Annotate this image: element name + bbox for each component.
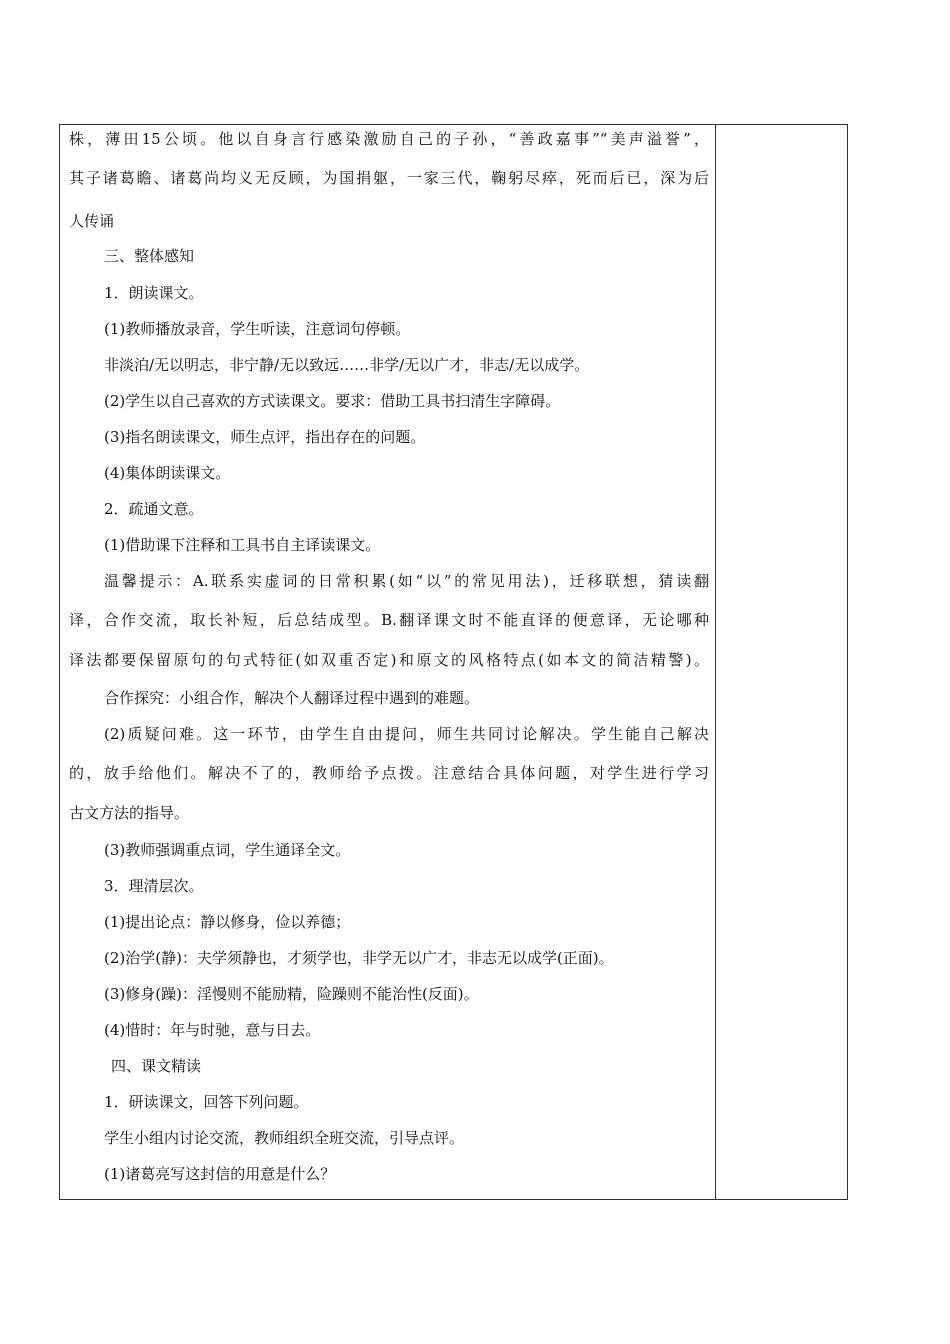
text-line: 古文方法的指导。 bbox=[69, 804, 190, 822]
text-line: 合作探究：小组合作，解决个人翻译过程中遇到的难题。 bbox=[104, 689, 480, 707]
text-line: 译，合作交流，取长补短，后总结成型。B.翻译课文时不能直译的便意译，无论哪种 bbox=[69, 611, 709, 629]
text-line: 温馨提示：A.联系实虚词的日常积累(如“以”的常见用法)，迁移联想，猜读翻 bbox=[104, 572, 709, 590]
text-line: (3)教师强调重点词，学生通译全文。 bbox=[104, 841, 351, 859]
text-line: (1)提出论点：静以修身，俭以养德； bbox=[104, 913, 351, 931]
text-line: 人传诵 bbox=[69, 212, 115, 230]
lesson-plan-table bbox=[59, 124, 848, 1200]
text-line: (1)借助课下注释和工具书自主译读课文。 bbox=[104, 536, 381, 554]
text-line: (4)惜时：年与时驰，意与日去。 bbox=[104, 1021, 321, 1039]
section-heading: 三、整体感知 bbox=[104, 247, 195, 265]
text-line: (2)治学(静)：夫学须静也，才须学也，非学无以广才，非志无以成学(正面)。 bbox=[104, 949, 614, 967]
text-line: 1．研读课文，回答下列问题。 bbox=[104, 1093, 309, 1111]
text-line: 译法都要保留原句的句式特征(如双重否定)和原文的风格特点(如本文的简洁精警)。 bbox=[69, 651, 709, 669]
text-line: 株，薄田15公顷。他以自身言行感染激励自己的子孙，“善政嘉事”“美声溢誉”， bbox=[69, 130, 709, 148]
text-line: (3)指名朗读课文，师生点评，指出存在的问题。 bbox=[104, 428, 426, 446]
text-line: (3)修身(躁)：淫慢则不能励精，险躁则不能治性(反面)。 bbox=[104, 985, 479, 1003]
notes-cell bbox=[716, 125, 848, 1199]
text-line: 的，放手给他们。解决不了的，教师给予点拨。注意结合具体问题，对学生进行学习 bbox=[69, 764, 709, 782]
text-line: 学生小组内讨论交流，教师组织全班交流，引导点评。 bbox=[104, 1129, 465, 1147]
text-line: 其子诸葛瞻、诸葛尚均义无反顾，为国捐躯，一家三代，鞠躬尽瘁，死而后已，深为后 bbox=[69, 169, 709, 187]
main-content-cell bbox=[60, 125, 715, 1199]
text-line: 1．朗读课文。 bbox=[104, 284, 204, 302]
text-line: (1)诸葛亮写这封信的用意是什么？ bbox=[104, 1165, 336, 1183]
text-line: (2)学生以自己喜欢的方式读课文。要求：借助工具书扫清生字障碍。 bbox=[104, 392, 561, 410]
text-line: 非淡泊/无以明志，非宁静/无以致远……非学/无以广才，非志/无以成学。 bbox=[104, 356, 590, 374]
text-line: (1)教师播放录音，学生听读，注意词句停顿。 bbox=[104, 320, 411, 338]
text-line: 3．理清层次。 bbox=[104, 877, 204, 895]
text-line: (4)集体朗读课文。 bbox=[104, 464, 231, 482]
text-line: 2．疏通文意。 bbox=[104, 500, 204, 518]
section-heading: 四、课文精读 bbox=[111, 1057, 202, 1075]
text-line: (2)质疑问难。这一环节，由学生自由提问，师生共同讨论解决。学生能自己解决 bbox=[104, 725, 709, 743]
